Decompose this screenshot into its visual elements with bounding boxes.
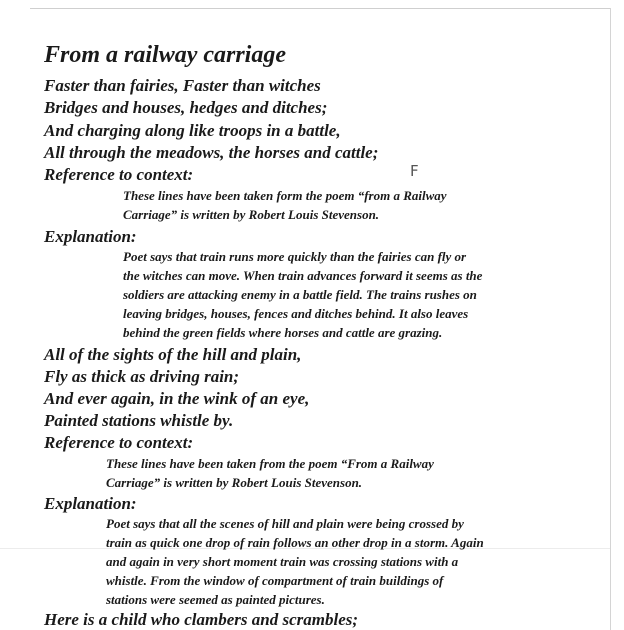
explanation-heading: Explanation: xyxy=(44,227,137,246)
reference-heading: Reference to context: xyxy=(44,433,194,452)
poem-line: And charging along like troops in a battle, xyxy=(44,121,341,140)
margin-mark: F xyxy=(410,162,419,180)
reference-heading: Reference to context: xyxy=(44,165,194,184)
poem-line: Fly as thick as driving rain; xyxy=(44,367,240,386)
page-border-top xyxy=(30,8,610,9)
poem-line: Painted stations whistle by. xyxy=(44,411,234,430)
explanation-line: and again in very short moment train was crossing stations with a xyxy=(106,554,459,569)
page-border-right xyxy=(610,8,611,630)
explanation-line: train as quick one drop of rain follows an other drop in a storm. Again xyxy=(106,535,484,550)
poem-line: All of the sights of the hill and plain, xyxy=(44,345,302,364)
explanation-line: stations were seemed as painted pictures. xyxy=(106,592,325,607)
explanation-heading: Explanation: xyxy=(44,494,137,513)
poem-line: And ever again, in the wink of an eye, xyxy=(44,389,310,408)
explanation-line: soldiers are attacking enemy in a battle field. The trains rushes on xyxy=(123,287,477,302)
explanation-line: Poet says that train runs more quickly than the fairies can fly or xyxy=(123,249,467,264)
explanation-line: the witches can move. When train advances forward it seems as the xyxy=(123,268,483,283)
explanation-line: Poet says that all the scenes of hill and plain were being crossed by xyxy=(106,516,464,531)
poem-line: Faster than fairies, Faster than witches xyxy=(44,76,321,95)
explanation-line: behind the green fields where horses and cattle are grazing. xyxy=(123,325,443,340)
reference-line: These lines have been taken form the poem “from a Railway xyxy=(123,188,447,203)
explanation-line: whistle. From the window of compartment of train buildings of xyxy=(106,573,444,588)
explanation-line: leaving bridges, houses, fences and ditches behind. It also leaves xyxy=(123,306,469,321)
reference-line: Carriage” is written by Robert Louis Stevenson. xyxy=(123,207,380,222)
poem-title: From a railway carriage xyxy=(44,42,287,68)
poem-line: All through the meadows, the horses and cattle; xyxy=(44,143,379,162)
reference-line: Carriage” is written by Robert Louis Stevenson. xyxy=(106,475,363,490)
poem-line: Bridges and houses, hedges and ditches; xyxy=(44,98,328,117)
poem-line: Here is a child who clambers and scrambles; xyxy=(44,610,359,629)
reference-line: These lines have been taken from the poem “From a Railway xyxy=(106,456,434,471)
